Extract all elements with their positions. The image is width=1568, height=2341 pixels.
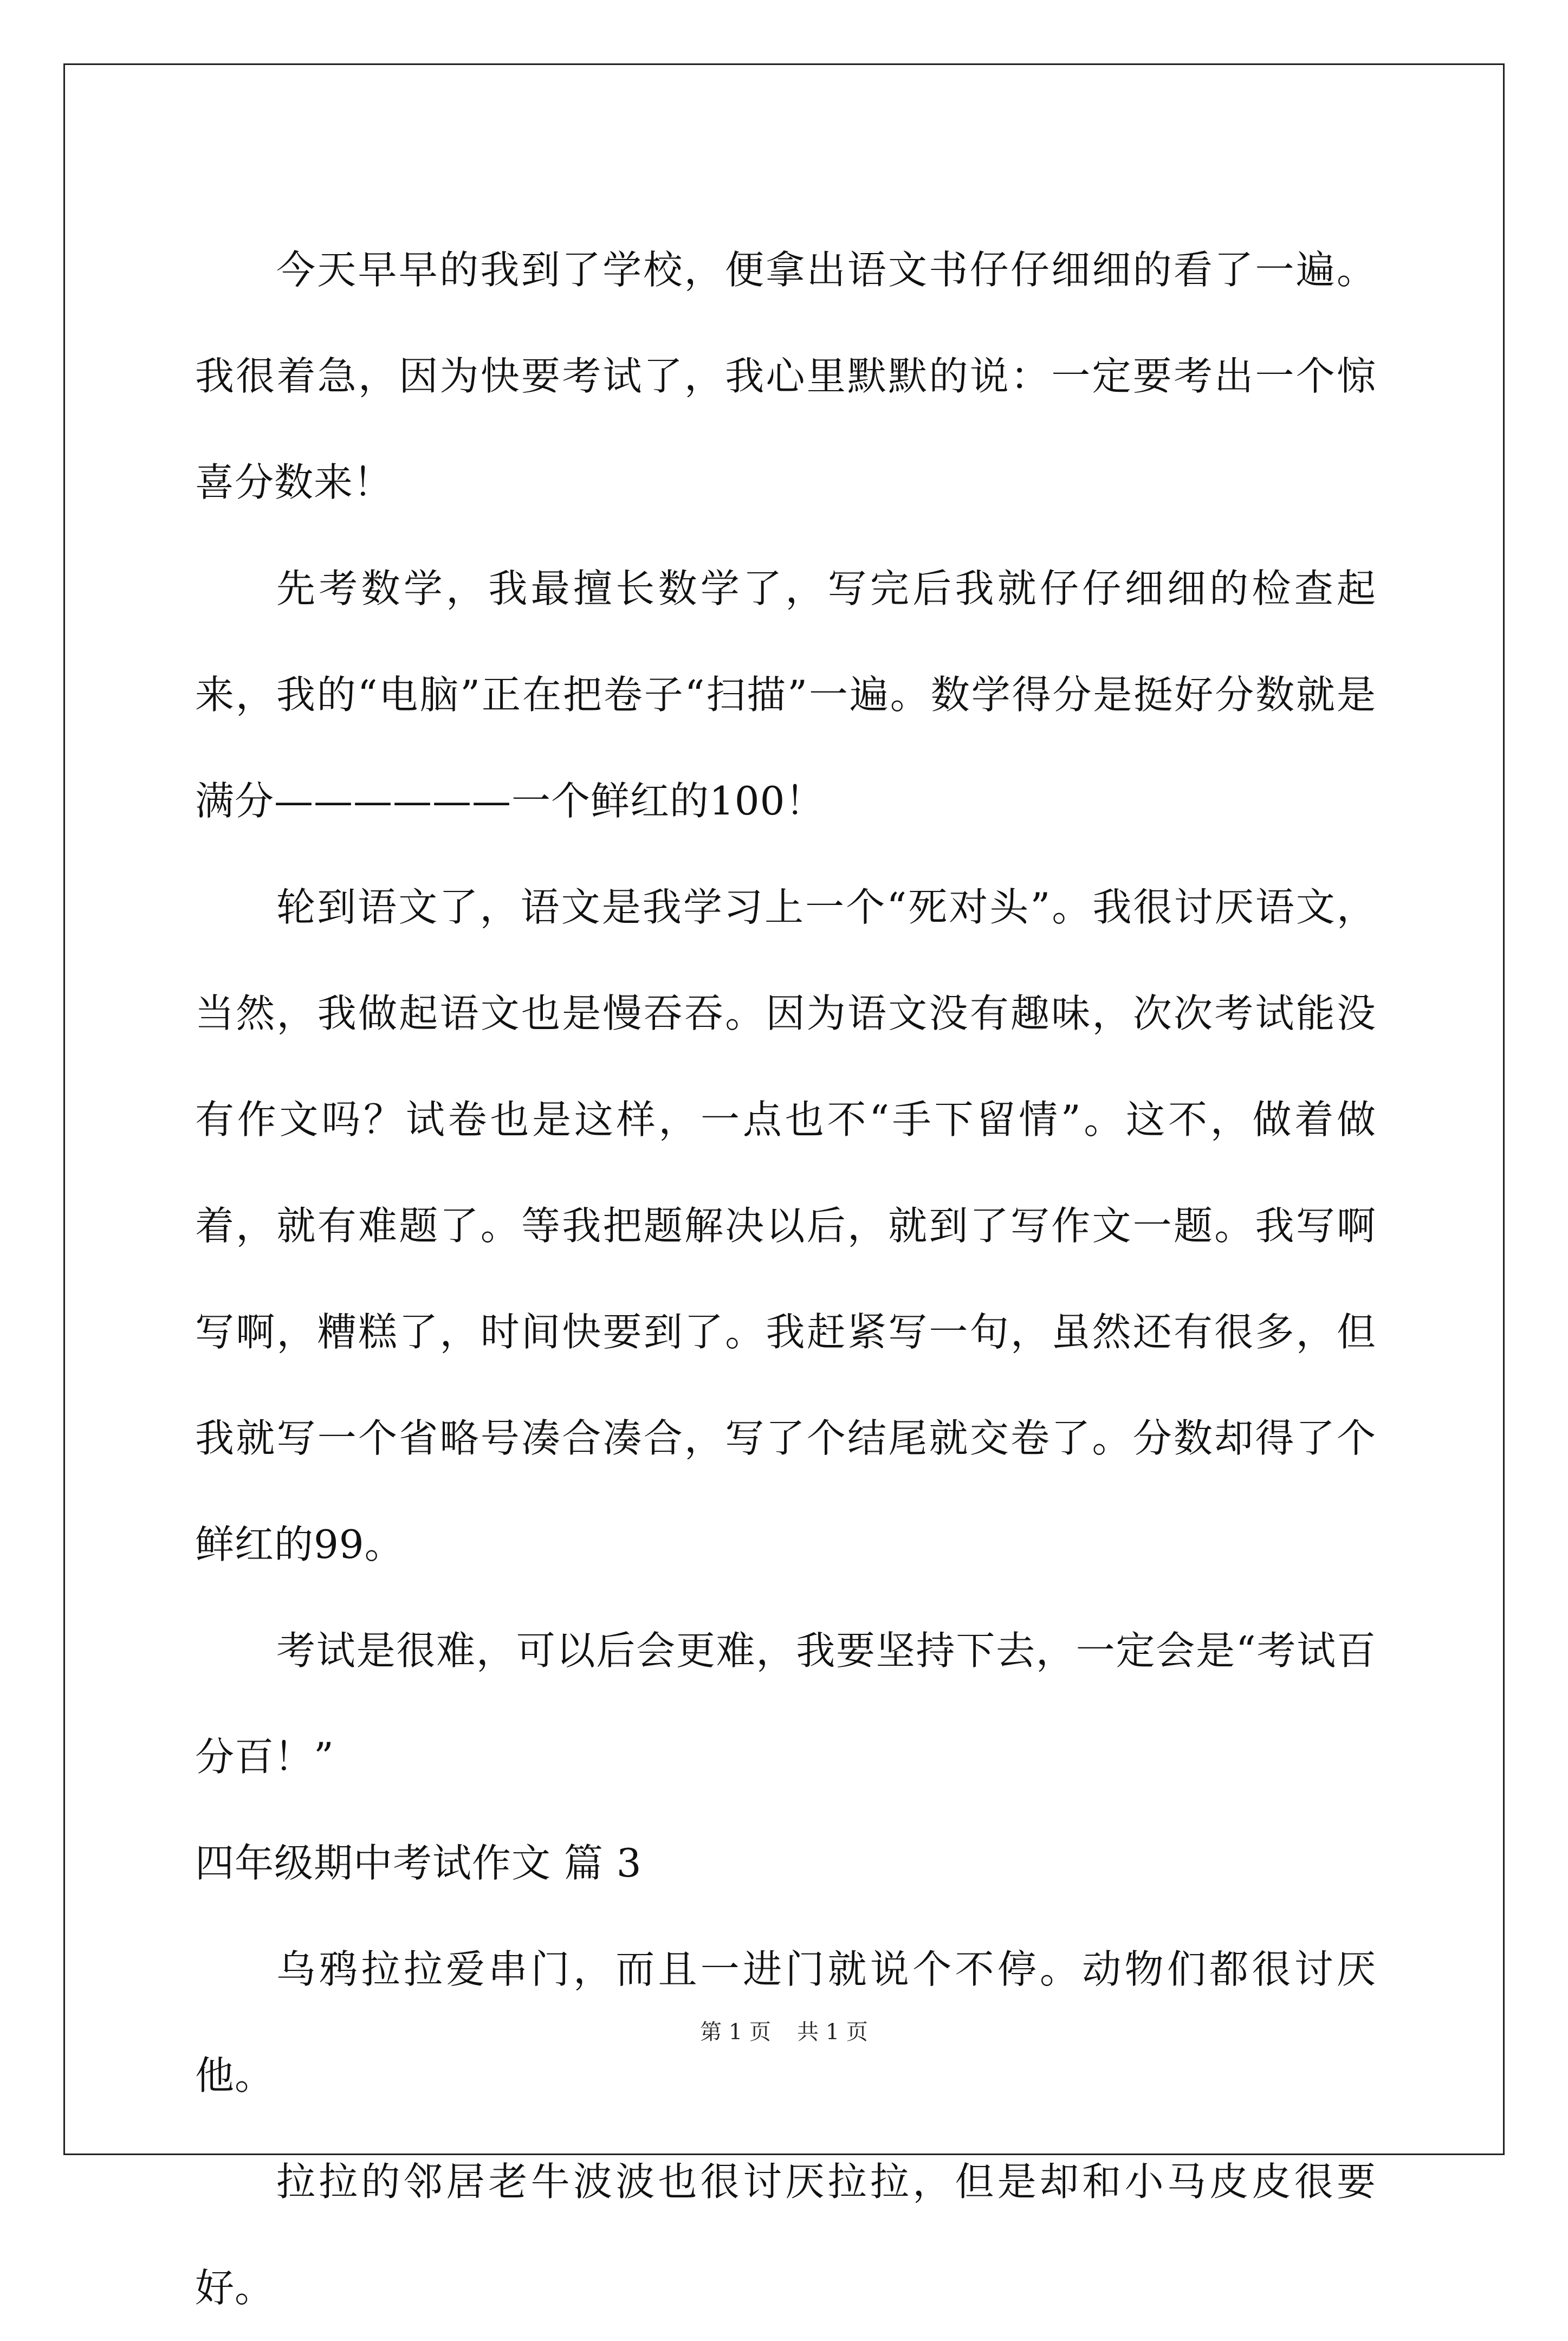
paragraph: 考试是很难，可以后会更难，我要坚持下去，一定会是“考试百分百！” [195, 1628, 1376, 1780]
paragraph: 先考数学，我最擅长数学了，写完后我就仔仔细细的检查起来，我的“电脑”正在把卷子“扫描”一遍。数学得分是挺好分数就是满分——————一个鲜红的100！ [195, 566, 1376, 824]
page-total: 共 1 页 [797, 2020, 868, 2045]
page-number: 第 1 页 [700, 2020, 771, 2045]
paragraph: 轮到语文了，语文是我学习上一个“死对头”。我很讨厌语文，当然，我做起语文也是慢吞吞。因为语文没有趣味，次次考试能没有作文吗？试卷也是这样，一点也不“手下留情”。这不，做着做着，就有难题了。等我把题解决以后，就到了写作文一题。我写啊写啊，糟糕了，时间快要到了。我赶紧写一句，虽然还有很多，但我就写一个省略号凑合凑合，写了个结尾就交卷了。分数却得了个鲜红的99。 [195, 884, 1376, 1567]
section-heading: 四年级期中考试作文 篇 3 [195, 1840, 642, 1886]
paragraph: 乌鸦拉拉爱串门，而且一进门就说个不停。动物们都很讨厌他。 [195, 1946, 1376, 2098]
paragraph: 今天早早的我到了学校，便拿出语文书仔仔细细的看了一遍。我很着急，因为快要考试了，我心里默默的说：一定要考出一个惊喜分数来！ [195, 247, 1376, 505]
paragraph: 拉拉的邻居老牛波波也很讨厌拉拉，但是却和小马皮皮很要好。 [195, 2159, 1376, 2311]
page-footer [0, 2016, 1568, 2048]
